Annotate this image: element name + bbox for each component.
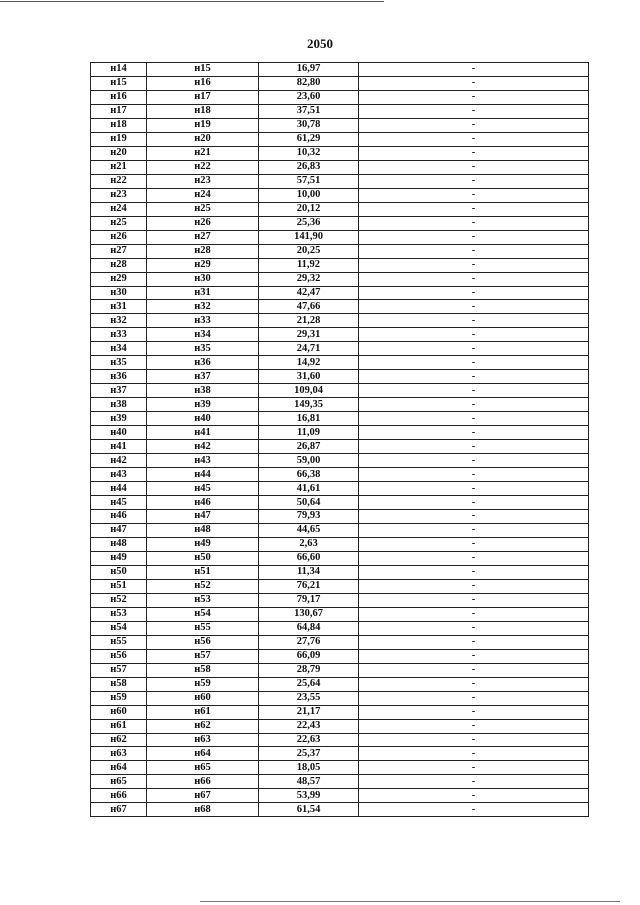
table-row	[91, 747, 589, 761]
table-row	[91, 482, 589, 496]
from-point-cell: н18	[91, 118, 147, 132]
note-cell: -	[359, 496, 589, 510]
length-cell: 18,05	[259, 761, 359, 775]
table-row	[91, 440, 589, 454]
from-point-cell: н43	[91, 468, 147, 482]
from-point-cell: н51	[91, 579, 147, 593]
to-point-cell: н18	[147, 104, 259, 118]
length-cell: 57,51	[259, 174, 359, 188]
to-point-cell: н34	[147, 328, 259, 342]
note-cell: -	[359, 188, 589, 202]
from-point-cell: н48	[91, 537, 147, 551]
to-point-cell: н49	[147, 537, 259, 551]
from-point-cell: н62	[91, 733, 147, 747]
table-row	[91, 398, 589, 412]
length-cell: 20,12	[259, 202, 359, 216]
length-cell: 59,00	[259, 454, 359, 468]
length-cell: 30,78	[259, 118, 359, 132]
length-cell: 82,80	[259, 76, 359, 90]
table-row	[91, 258, 589, 272]
note-cell: -	[359, 160, 589, 174]
length-cell: 14,92	[259, 356, 359, 370]
note-cell: -	[359, 90, 589, 104]
from-point-cell: н33	[91, 328, 147, 342]
to-point-cell: н30	[147, 272, 259, 286]
note-cell: -	[359, 747, 589, 761]
from-point-cell: н52	[91, 593, 147, 607]
table-row	[91, 160, 589, 174]
length-cell: 23,55	[259, 691, 359, 705]
length-cell: 66,60	[259, 551, 359, 565]
to-point-cell: н45	[147, 482, 259, 496]
note-cell: -	[359, 328, 589, 342]
from-point-cell: н58	[91, 677, 147, 691]
from-point-cell: н14	[91, 63, 147, 77]
note-cell: -	[359, 412, 589, 426]
from-point-cell: н53	[91, 607, 147, 621]
to-point-cell: н16	[147, 76, 259, 90]
length-cell: 28,79	[259, 663, 359, 677]
from-point-cell: н15	[91, 76, 147, 90]
to-point-cell: н20	[147, 132, 259, 146]
to-point-cell: н50	[147, 551, 259, 565]
from-point-cell: н65	[91, 775, 147, 789]
to-point-cell: н48	[147, 523, 259, 537]
to-point-cell: н64	[147, 747, 259, 761]
from-point-cell: н20	[91, 146, 147, 160]
table-row	[91, 90, 589, 104]
table-row	[91, 188, 589, 202]
from-point-cell: н22	[91, 174, 147, 188]
length-cell: 42,47	[259, 286, 359, 300]
note-cell: -	[359, 454, 589, 468]
bottom-divider-line	[200, 901, 620, 902]
to-point-cell: н22	[147, 160, 259, 174]
table-row	[91, 565, 589, 579]
to-point-cell: н32	[147, 300, 259, 314]
page-number: 2050	[307, 36, 333, 51]
note-cell: -	[359, 286, 589, 300]
length-cell: 26,83	[259, 160, 359, 174]
note-cell: -	[359, 426, 589, 440]
table-row	[91, 775, 589, 789]
note-cell: -	[359, 342, 589, 356]
length-cell: 27,76	[259, 635, 359, 649]
from-point-cell: н25	[91, 216, 147, 230]
note-cell: -	[359, 593, 589, 607]
note-cell: -	[359, 468, 589, 482]
table-row	[91, 272, 589, 286]
length-cell: 24,71	[259, 342, 359, 356]
length-cell: 61,54	[259, 803, 359, 817]
to-point-cell: н39	[147, 398, 259, 412]
length-cell: 66,38	[259, 468, 359, 482]
to-point-cell: н67	[147, 789, 259, 803]
note-cell: -	[359, 482, 589, 496]
note-cell: -	[359, 314, 589, 328]
note-cell: -	[359, 244, 589, 258]
note-cell: -	[359, 216, 589, 230]
from-point-cell: н17	[91, 104, 147, 118]
from-point-cell: н60	[91, 705, 147, 719]
from-point-cell: н63	[91, 747, 147, 761]
table-row	[91, 314, 589, 328]
from-point-cell: н37	[91, 384, 147, 398]
note-cell: -	[359, 104, 589, 118]
length-cell: 41,61	[259, 482, 359, 496]
length-cell: 66,09	[259, 649, 359, 663]
table-row	[91, 328, 589, 342]
to-point-cell: н27	[147, 230, 259, 244]
from-point-cell: н30	[91, 286, 147, 300]
table-row	[91, 300, 589, 314]
to-point-cell: н62	[147, 719, 259, 733]
table-row	[91, 468, 589, 482]
to-point-cell: н24	[147, 188, 259, 202]
to-point-cell: н33	[147, 314, 259, 328]
table-row	[91, 496, 589, 510]
to-point-cell: н57	[147, 649, 259, 663]
table-row	[91, 733, 589, 747]
table-row	[91, 76, 589, 90]
table-row	[91, 705, 589, 719]
table-row	[91, 370, 589, 384]
table-row	[91, 118, 589, 132]
note-cell: -	[359, 663, 589, 677]
note-cell: -	[359, 789, 589, 803]
note-cell: -	[359, 440, 589, 454]
table-row	[91, 174, 589, 188]
from-point-cell: н46	[91, 510, 147, 524]
length-cell: 10,00	[259, 188, 359, 202]
note-cell: -	[359, 719, 589, 733]
table-row	[91, 691, 589, 705]
top-divider-line	[0, 1, 384, 2]
from-point-cell: н28	[91, 258, 147, 272]
to-point-cell: н56	[147, 635, 259, 649]
length-cell: 37,51	[259, 104, 359, 118]
note-cell: -	[359, 356, 589, 370]
table-row	[91, 579, 589, 593]
from-point-cell: н57	[91, 663, 147, 677]
from-point-cell: н42	[91, 454, 147, 468]
note-cell: -	[359, 174, 589, 188]
length-cell: 48,57	[259, 775, 359, 789]
from-point-cell: н35	[91, 356, 147, 370]
from-point-cell: н49	[91, 551, 147, 565]
to-point-cell: н54	[147, 607, 259, 621]
note-cell: -	[359, 272, 589, 286]
table-row	[91, 146, 589, 160]
to-point-cell: н19	[147, 118, 259, 132]
from-point-cell: н27	[91, 244, 147, 258]
note-cell: -	[359, 523, 589, 537]
to-point-cell: н44	[147, 468, 259, 482]
to-point-cell: н55	[147, 621, 259, 635]
from-point-cell: н19	[91, 132, 147, 146]
length-cell: 53,99	[259, 789, 359, 803]
length-cell: 76,21	[259, 579, 359, 593]
to-point-cell: н25	[147, 202, 259, 216]
length-cell: 23,60	[259, 90, 359, 104]
to-point-cell: н23	[147, 174, 259, 188]
table-row	[91, 523, 589, 537]
table-row	[91, 244, 589, 258]
table-row	[91, 635, 589, 649]
length-cell: 130,67	[259, 607, 359, 621]
from-point-cell: н38	[91, 398, 147, 412]
table-row	[91, 426, 589, 440]
note-cell: -	[359, 230, 589, 244]
to-point-cell: н21	[147, 146, 259, 160]
note-cell: -	[359, 733, 589, 747]
to-point-cell: н29	[147, 258, 259, 272]
to-point-cell: н41	[147, 426, 259, 440]
table-row	[91, 789, 589, 803]
length-cell: 29,31	[259, 328, 359, 342]
table-row	[91, 384, 589, 398]
note-cell: -	[359, 565, 589, 579]
from-point-cell: н40	[91, 426, 147, 440]
table-row	[91, 537, 589, 551]
from-point-cell: н67	[91, 803, 147, 817]
length-cell: 64,84	[259, 621, 359, 635]
from-point-cell: н45	[91, 496, 147, 510]
from-point-cell: н64	[91, 761, 147, 775]
table-row	[91, 677, 589, 691]
note-cell: -	[359, 607, 589, 621]
to-point-cell: н37	[147, 370, 259, 384]
note-cell: -	[359, 579, 589, 593]
length-cell: 2,63	[259, 537, 359, 551]
table-row	[91, 63, 589, 77]
note-cell: -	[359, 300, 589, 314]
to-point-cell: н15	[147, 63, 259, 77]
from-point-cell: н61	[91, 719, 147, 733]
from-point-cell: н21	[91, 160, 147, 174]
length-cell: 149,35	[259, 398, 359, 412]
note-cell: -	[359, 803, 589, 817]
from-point-cell: н34	[91, 342, 147, 356]
length-cell: 10,32	[259, 146, 359, 160]
to-point-cell: н58	[147, 663, 259, 677]
length-cell: 11,09	[259, 426, 359, 440]
to-point-cell: н52	[147, 579, 259, 593]
length-cell: 29,32	[259, 272, 359, 286]
note-cell: -	[359, 691, 589, 705]
table-row	[91, 202, 589, 216]
length-cell: 79,93	[259, 510, 359, 524]
length-cell: 44,65	[259, 523, 359, 537]
note-cell: -	[359, 635, 589, 649]
boundary-points-table	[90, 62, 589, 817]
from-point-cell: н47	[91, 523, 147, 537]
note-cell: -	[359, 118, 589, 132]
length-cell: 61,29	[259, 132, 359, 146]
to-point-cell: н36	[147, 356, 259, 370]
table-body	[91, 63, 589, 817]
length-cell: 25,64	[259, 677, 359, 691]
length-cell: 141,90	[259, 230, 359, 244]
note-cell: -	[359, 677, 589, 691]
to-point-cell: н60	[147, 691, 259, 705]
table-row	[91, 551, 589, 565]
table-row	[91, 104, 589, 118]
note-cell: -	[359, 551, 589, 565]
to-point-cell: н28	[147, 244, 259, 258]
from-point-cell: н36	[91, 370, 147, 384]
table-row	[91, 761, 589, 775]
to-point-cell: н35	[147, 342, 259, 356]
to-point-cell: н53	[147, 593, 259, 607]
length-cell: 50,64	[259, 496, 359, 510]
to-point-cell: н51	[147, 565, 259, 579]
from-point-cell: н55	[91, 635, 147, 649]
to-point-cell: н38	[147, 384, 259, 398]
from-point-cell: н26	[91, 230, 147, 244]
note-cell: -	[359, 384, 589, 398]
from-point-cell: н56	[91, 649, 147, 663]
to-point-cell: н66	[147, 775, 259, 789]
table-row	[91, 132, 589, 146]
note-cell: -	[359, 761, 589, 775]
to-point-cell: н59	[147, 677, 259, 691]
note-cell: -	[359, 621, 589, 635]
note-cell: -	[359, 63, 589, 77]
table-row	[91, 412, 589, 426]
length-cell: 79,17	[259, 593, 359, 607]
from-point-cell: н32	[91, 314, 147, 328]
table-row	[91, 342, 589, 356]
note-cell: -	[359, 132, 589, 146]
table-row	[91, 803, 589, 817]
length-cell: 11,34	[259, 565, 359, 579]
from-point-cell: н24	[91, 202, 147, 216]
length-cell: 11,92	[259, 258, 359, 272]
table-row	[91, 356, 589, 370]
table-row	[91, 621, 589, 635]
from-point-cell: н39	[91, 412, 147, 426]
note-cell: -	[359, 537, 589, 551]
length-cell: 25,36	[259, 216, 359, 230]
length-cell: 20,25	[259, 244, 359, 258]
to-point-cell: н68	[147, 803, 259, 817]
to-point-cell: н43	[147, 454, 259, 468]
length-cell: 22,63	[259, 733, 359, 747]
length-cell: 16,97	[259, 63, 359, 77]
note-cell: -	[359, 76, 589, 90]
note-cell: -	[359, 649, 589, 663]
from-point-cell: н59	[91, 691, 147, 705]
from-point-cell: н16	[91, 90, 147, 104]
length-cell: 21,17	[259, 705, 359, 719]
length-cell: 109,04	[259, 384, 359, 398]
to-point-cell: н17	[147, 90, 259, 104]
from-point-cell: н31	[91, 300, 147, 314]
to-point-cell: н26	[147, 216, 259, 230]
note-cell: -	[359, 510, 589, 524]
note-cell: -	[359, 370, 589, 384]
length-cell: 21,28	[259, 314, 359, 328]
table-row	[91, 593, 589, 607]
table-row	[91, 230, 589, 244]
from-point-cell: н29	[91, 272, 147, 286]
length-cell: 26,87	[259, 440, 359, 454]
from-point-cell: н54	[91, 621, 147, 635]
to-point-cell: н61	[147, 705, 259, 719]
table-row	[91, 216, 589, 230]
to-point-cell: н46	[147, 496, 259, 510]
to-point-cell: н65	[147, 761, 259, 775]
to-point-cell: н47	[147, 510, 259, 524]
table-row	[91, 719, 589, 733]
from-point-cell: н50	[91, 565, 147, 579]
table-row	[91, 286, 589, 300]
length-cell: 25,37	[259, 747, 359, 761]
note-cell: -	[359, 398, 589, 412]
length-cell: 47,66	[259, 300, 359, 314]
note-cell: -	[359, 705, 589, 719]
note-cell: -	[359, 775, 589, 789]
table-row	[91, 454, 589, 468]
note-cell: -	[359, 258, 589, 272]
to-point-cell: н40	[147, 412, 259, 426]
from-point-cell: н66	[91, 789, 147, 803]
note-cell: -	[359, 146, 589, 160]
table-row	[91, 663, 589, 677]
table-row	[91, 510, 589, 524]
length-cell: 31,60	[259, 370, 359, 384]
from-point-cell: н41	[91, 440, 147, 454]
from-point-cell: н44	[91, 482, 147, 496]
length-cell: 22,43	[259, 719, 359, 733]
to-point-cell: н63	[147, 733, 259, 747]
note-cell: -	[359, 202, 589, 216]
from-point-cell: н23	[91, 188, 147, 202]
to-point-cell: н31	[147, 286, 259, 300]
to-point-cell: н42	[147, 440, 259, 454]
table-row	[91, 607, 589, 621]
length-cell: 16,81	[259, 412, 359, 426]
table-row	[91, 649, 589, 663]
